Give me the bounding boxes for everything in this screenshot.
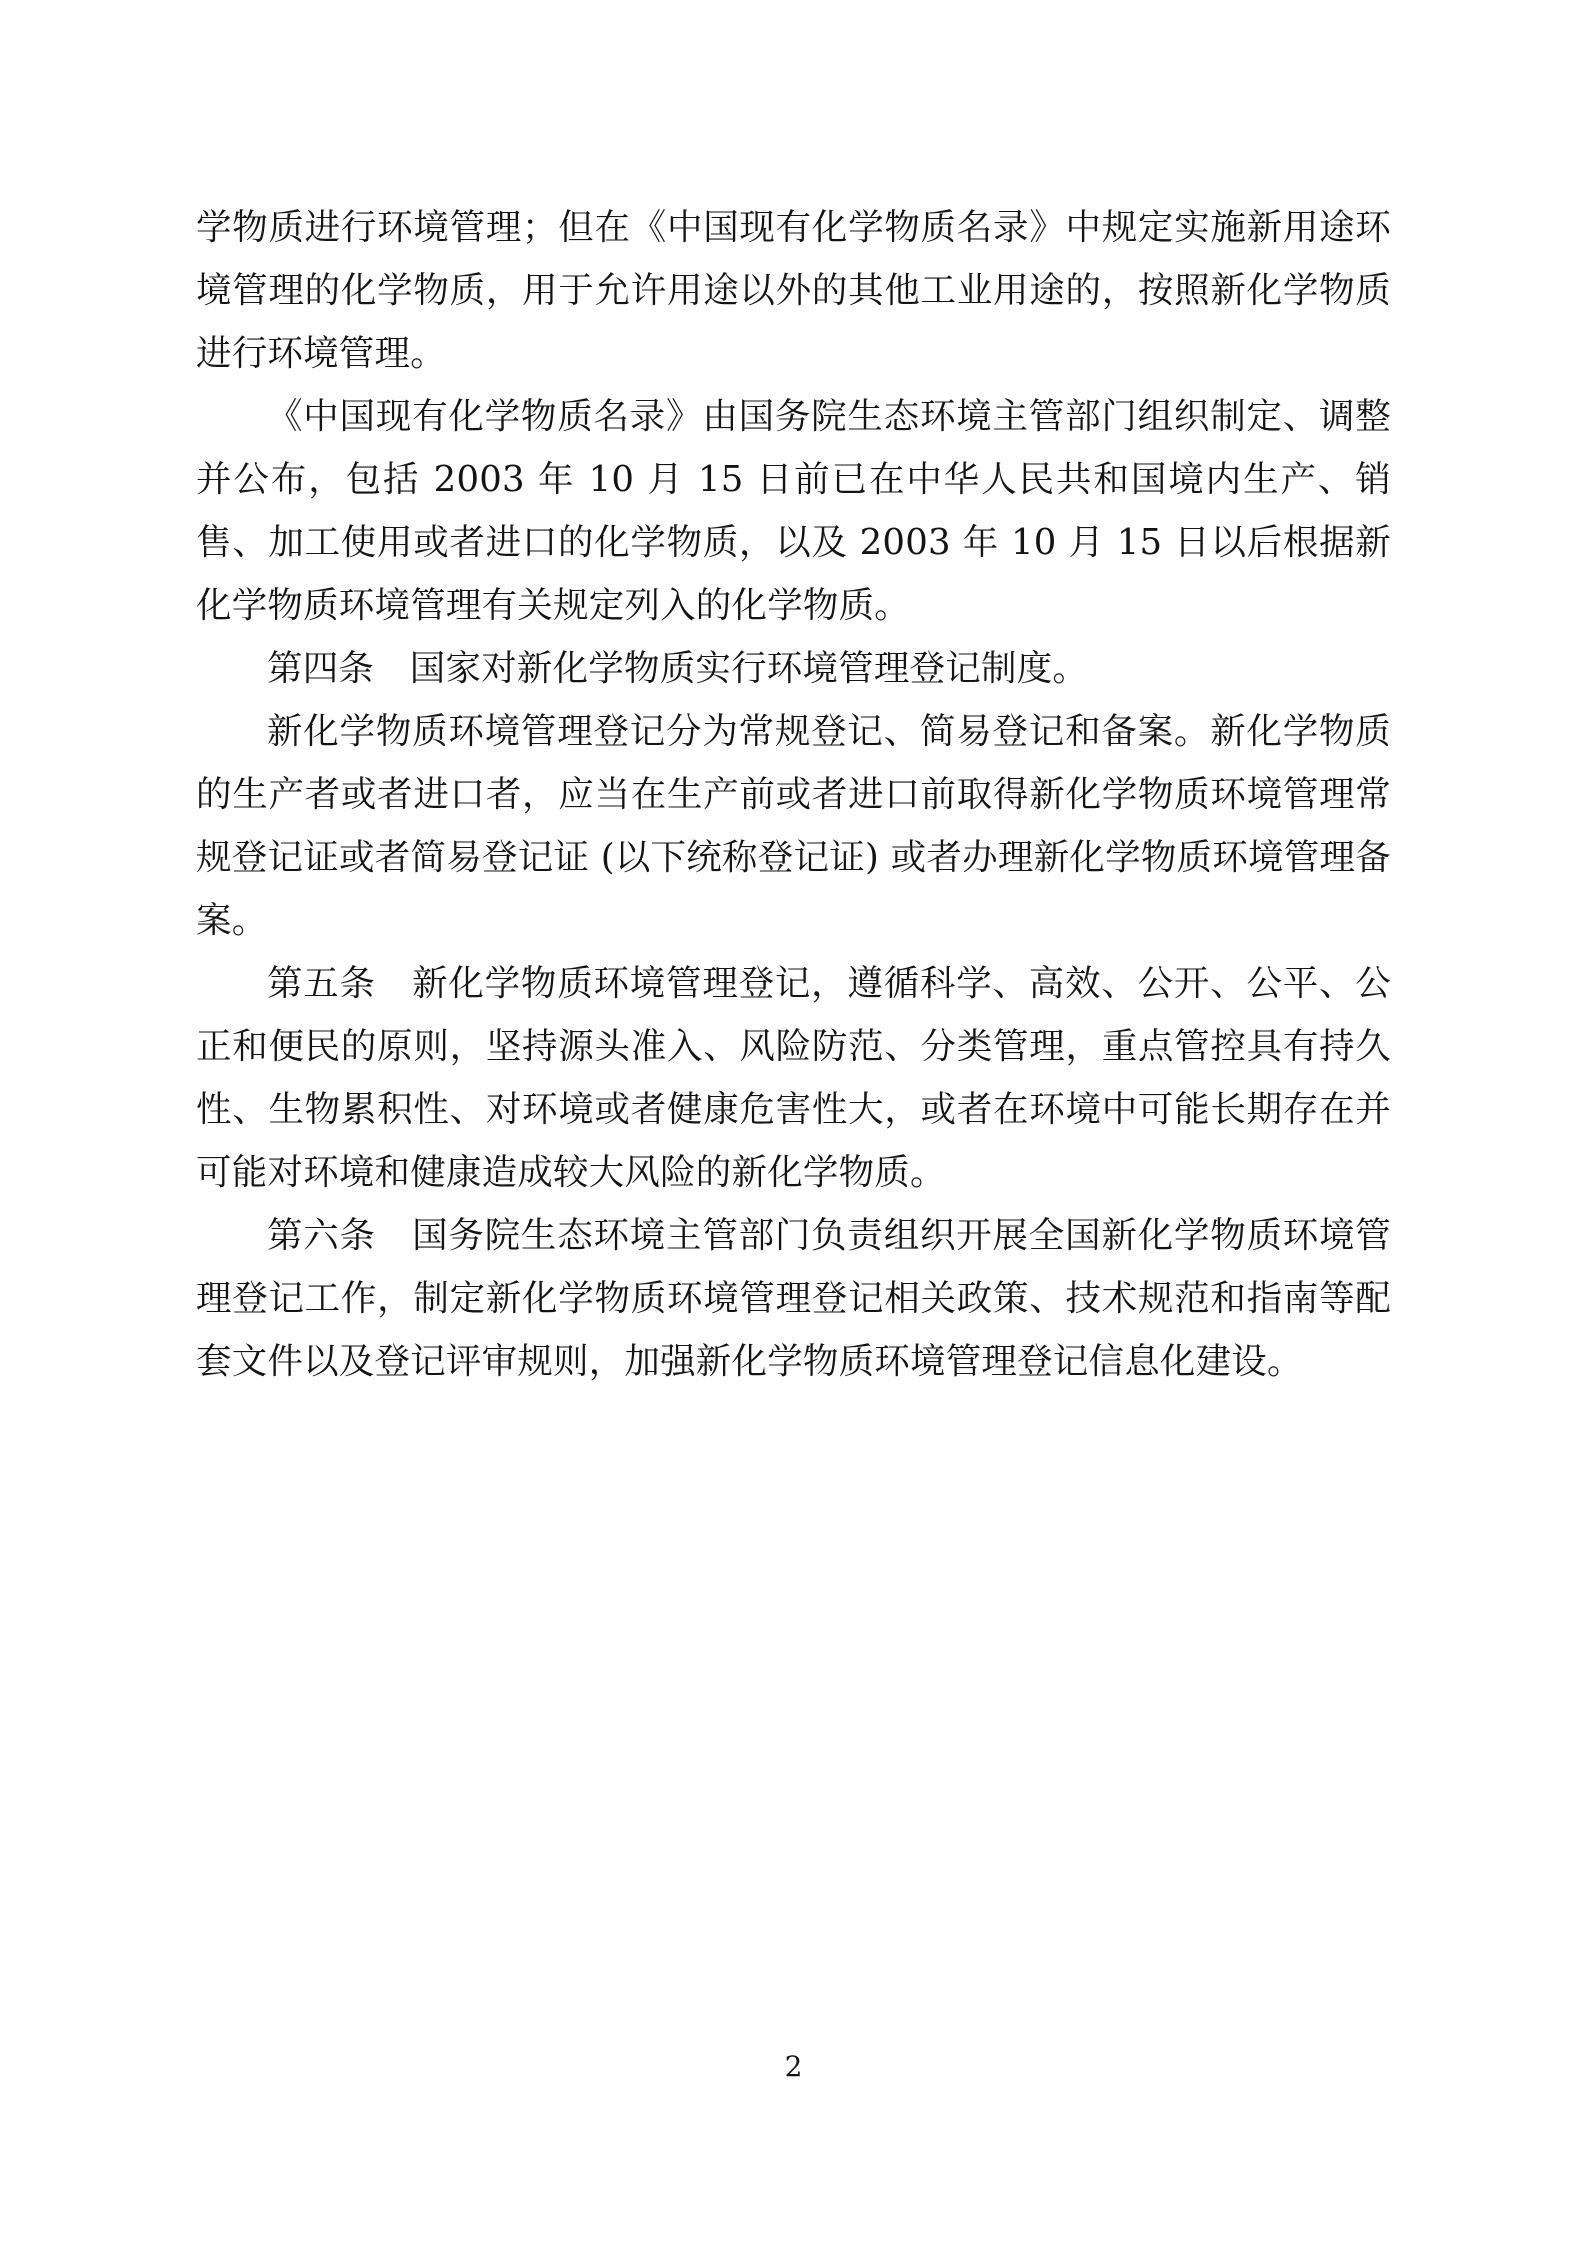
paragraph-4: 新化学物质环境管理登记分为常规登记、简易登记和备案。新化学物质的生产者或者进口者，应当在生产前或者进口前取得新化学物质环境管理常规登记证或者简易登记证 (以下统称登记证) 或者办理新化学物质环境管理备案。 bbox=[196, 711, 1391, 941]
paragraph-article-5: 第五条 新化学物质环境管理登记，遵循科学、高效、公开、公平、公正和便民的原则，坚持源头准入、风险防范、分类管理，重点管控具有持久性、生物累积性、对环境或者健康危害性大，或者在环境中可能长期存在并可能对环境和健康造成较大风险的新化学物质。 bbox=[196, 963, 1391, 1193]
page-number: 2 bbox=[784, 2050, 803, 2083]
document-body bbox=[196, 196, 1391, 1393]
paragraph-article-4: 第四条 国家对新化学物质实行环境管理登记制度。 bbox=[267, 648, 1089, 689]
paragraph-1: 学物质进行环境管理；但在《中国现有化学物质名录》中规定实施新用途环境管理的化学物质，用于允许用途以外的其他工业用途的，按照新化学物质进行环境管理。 bbox=[196, 207, 1391, 374]
paragraph-article-6: 第六条 国务院生态环境主管部门负责组织开展全国新化学物质环境管理登记工作，制定新化学物质环境管理登记相关政策、技术规范和指南等配套文件以及登记评审规则，加强新化学物质环境管理登记信息化建设。 bbox=[196, 1215, 1391, 1382]
paragraph-2: 《中国现有化学物质名录》由国务院生态环境主管部门组织制定、调整并公布，包括 2003 年 10 月 15 日前已在中华人民共和国境内生产、销售、加工使用或者进口的化学物质，以及 2003 年 10 月 15 日以后根据新化学物质环境管理有关规定列入的化学物质。 bbox=[196, 396, 1391, 626]
